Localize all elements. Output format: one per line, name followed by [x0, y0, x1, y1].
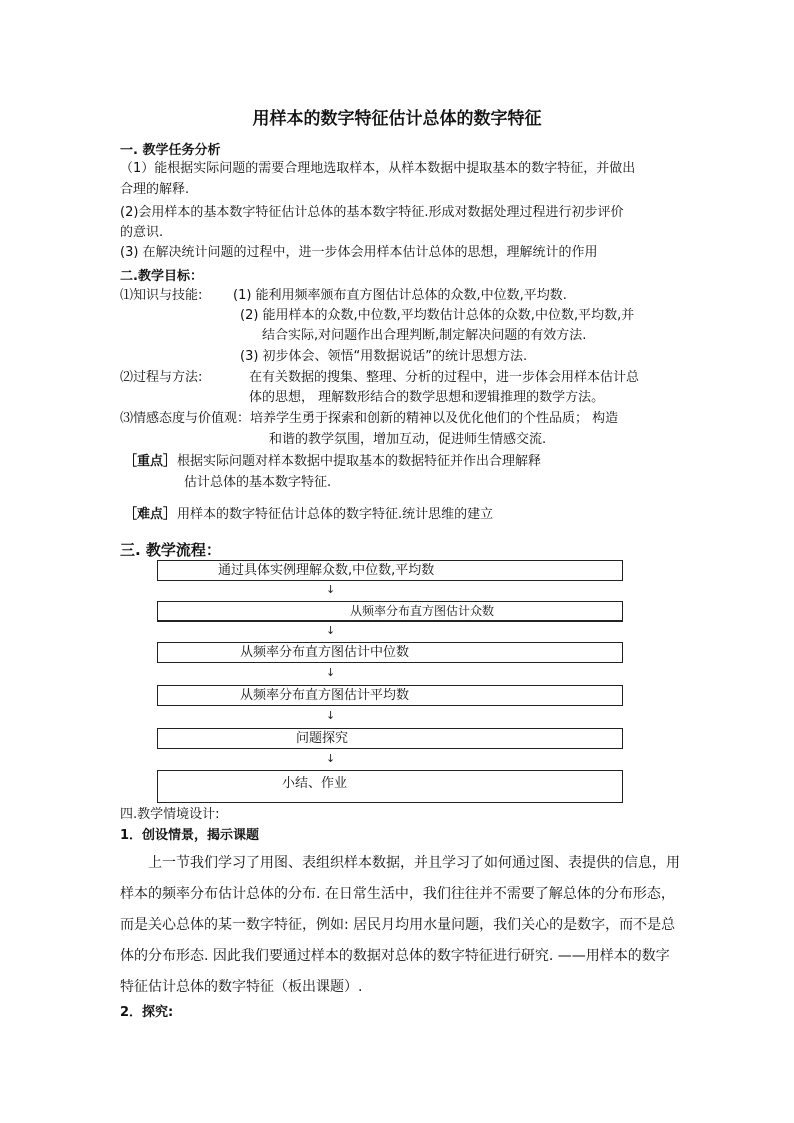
flow-step-5-label: 问题探究 [296, 731, 349, 746]
section2-heading: 二.教学目标： [120, 269, 203, 284]
flow-step-6-label: 小结、作业 [282, 776, 348, 791]
knowledge-label: ⑴知识与技能: [120, 288, 203, 303]
subsection-2-heading: 2．探究: [120, 1005, 174, 1020]
flow-step-6 [157, 770, 623, 803]
knowledge-goal-2-line2: 结合实际,对问题作出合理判断,制定解决问题的有效方法. [262, 328, 587, 343]
section1-heading: 一. 教学任务分析 [120, 143, 221, 158]
intro-paragraph-line1: 上一节我们学习了用图、表组织样本数据，并且学习了如何通过图、表提供的信息，用 [148, 855, 680, 871]
knowledge-goal-1: (1) 能利用频率颁布直方图估计总体的众数,中位数,平均数. [233, 288, 567, 303]
emotion-line2: 和谐的教学氛围，增加互动，促进师生情感交流. [269, 432, 547, 447]
key-point-line1: 根据实际问题对样本数据中提取基本的数据特征并作出合理解释 [177, 454, 542, 469]
objective-1-line1: （1）能根据实际问题的需要合理地选取样本，从样本数据中提取基本的数字特征，并做出 [120, 161, 636, 176]
flow-arrow-down-icon: ↓ [326, 666, 336, 679]
objective-1-line2: 合理的解释. [120, 182, 190, 197]
difficulty-label: ［难点］ [124, 507, 177, 522]
flow-step-1 [157, 560, 623, 581]
intro-paragraph-line3: 而是关心总体的某一数字特征，例如: 居民月均用水量问题，我们关心的是数字，而不是总 [120, 917, 676, 933]
process-line1: 在有关数据的搜集、整理、分析的过程中，进一步体会用样本估计总 [249, 370, 640, 385]
intro-paragraph-line2: 样本的频率分布估计总体的分布. 在日常生活中，我们往往并不需要了解总体的分布形态， [120, 886, 675, 902]
page-title: 用样本的数字特征估计总体的数字特征 [252, 109, 542, 129]
flow-step-4 [157, 685, 623, 706]
difficulty-text: 用样本的数字特征估计总体的数字特征.统计思维的建立 [177, 507, 494, 522]
flow-step-1-label: 通过具体实例理解众数,中位数,平均数 [218, 563, 435, 578]
flow-arrow-down-icon: ↓ [326, 752, 336, 765]
knowledge-goal-3: (3) 初步体会、领悟“用数据说话”的统计思想方法. [240, 349, 528, 364]
key-point-label: ［重点］ [124, 454, 177, 469]
objective-2-line1: (2)会用样本的基本数字特征估计总体的基本数字特征.形成对数据处理过程进行初步评价 [120, 205, 624, 220]
flow-step-5 [157, 728, 623, 749]
section4-heading: 四.教学情境设计: [120, 807, 220, 822]
flow-arrow-down-icon: ↓ [326, 624, 336, 637]
flow-step-2-label: 从频率分布直方图估计众数 [350, 604, 495, 618]
flow-step-3-label: 从频率分布直方图估计中位数 [240, 645, 410, 660]
flow-step-2 [157, 601, 623, 622]
intro-paragraph-line4: 体的分布形态. 因此我们要通过样本的数据对总体的数字特征进行研究. ——用样本的数字 [120, 948, 670, 964]
emotion-line1: ⑶情感态度与价值观：培养学生勇于探索和创新的精神以及优化他们的个性品质； 构造 [120, 411, 619, 426]
objective-2-line2: 的意识. [120, 225, 164, 240]
subsection-1-heading: 1．创设情景，揭示课题 [120, 828, 260, 843]
knowledge-goal-2-line1: (2) 能用样本的众数,中位数,平均数估计总体的众数,中位数,平均数,并 [240, 308, 635, 323]
key-point-line2: 估计总体的基本数字特征. [184, 475, 332, 490]
section3-heading: 三. 教学流程： [120, 541, 221, 559]
process-line2: 体的思想， 理解数形结合的数学思想和逻辑推理的数学方法。 [249, 390, 605, 405]
flow-step-4-label: 从频率分布直方图估计平均数 [240, 688, 410, 703]
flow-arrow-down-icon: ↓ [326, 709, 336, 722]
flow-step-3 [157, 642, 623, 663]
flow-arrow-down-icon: ↓ [326, 583, 336, 596]
intro-paragraph-line5: 特征估计总体的数字特征（板出课题）. [120, 979, 363, 995]
process-label: ⑵过程与方法: [120, 370, 203, 385]
objective-3: (3) 在解决统计问题的过程中，进一步体会用样本估计总体的思想，理解统计的作用 [120, 245, 598, 260]
